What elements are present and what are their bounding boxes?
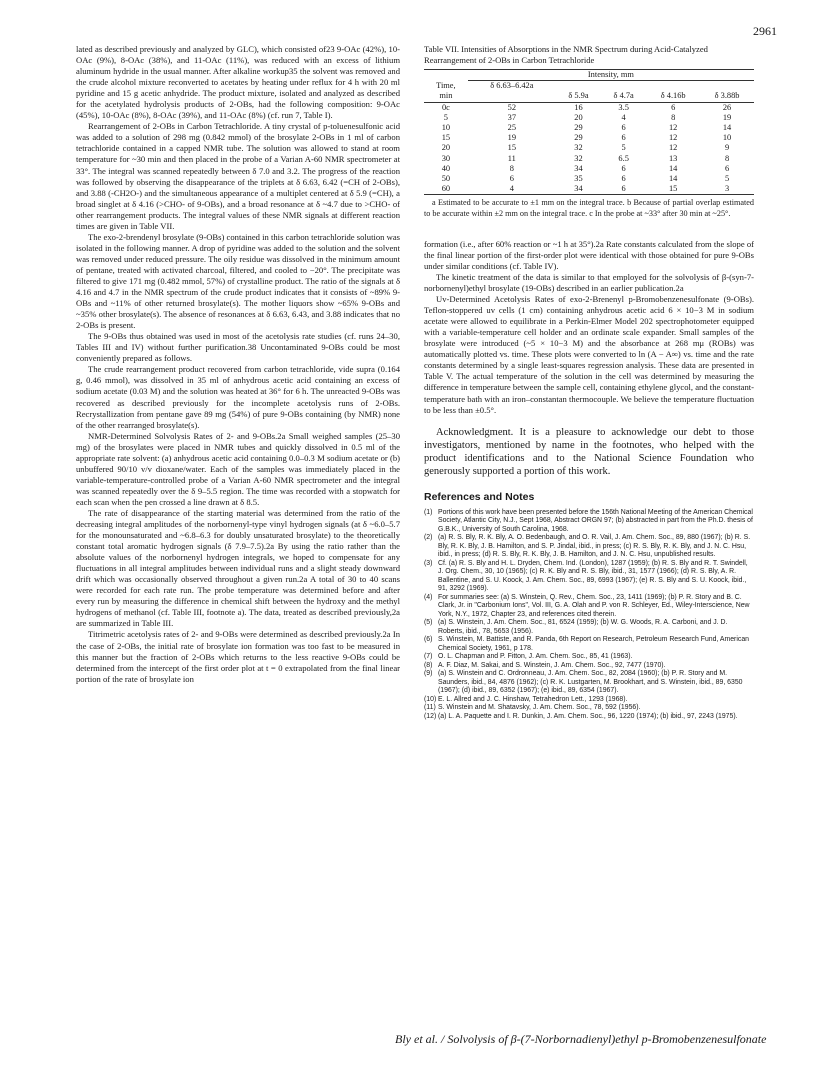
table-time-cell: 20 [441, 143, 451, 153]
table-cell: 10 [722, 133, 732, 143]
table-cell: 6 [601, 184, 646, 195]
table-cell: 6 [671, 102, 676, 112]
reference-item [424, 653, 754, 662]
left-column [76, 44, 400, 685]
reference-number: (11) [424, 704, 436, 712]
table-cell: 14 [722, 123, 732, 133]
table-cell: 12 [668, 123, 678, 133]
reference-number: (3) [424, 559, 433, 567]
body-paragraph: Uv-Determined Acetolysis Rates of exo-2-Brenenyl p-Bromobenzenesulfonate (9-OBs). Teflon-stoppered uv cells (1 cm) containing anhydrous acetic acid 6 × 10−3 M in sodium acetate were allowed to equilibrate in a Perkin-Elmer Model 202 spectrophotometer equipped with a variable-temperature cell holder and an ordinate scale expander. Small samples of the brosylate were introduced (~5 × 10−3 M) and the absorbance at 268 mμ (ROBs) was automatically plotted vs. time. These plots were converted to ln (A − A∞) vs. time and the rate constants determined by a single least-squares regression analysis. These data are presented in Table V. The actual temperature of the solution in the cell was determined by measuring the difference in temperature between the sample cell, containing ethylene glycol, and the constant-temperature bath with an iron–constantan thermocouple. We believe the temperature fluctuation to be less than ±0.5°. [424, 294, 754, 415]
table-body [424, 102, 754, 195]
right-column [424, 44, 754, 721]
table-row [424, 133, 754, 143]
table-cell: 5 [724, 174, 730, 184]
table-cell: 6 [621, 133, 626, 143]
reference-item [424, 662, 754, 671]
table-row [424, 123, 754, 133]
table-cell: 4 [468, 184, 556, 195]
table-time-cell: 50 [441, 174, 451, 184]
body-paragraph: Titrimetric acetolysis rates of 2- and 9-OBs were determined as described previously.2a In the case of 2-OBs, the initial rate of brosylate ion formation was too fast to be measured in this manner but the fraction of 2-OBs which returns to the less reactive 9-OBs could be determined from the intercept of the first order plot at t = 0 extrapolated from the final linear portion of the rate of brosylate ion [76, 629, 400, 684]
reference-text: S. Winstein, M. Battiste, and R. Panda, 6th Report on Research, Petroleum Research Fund, American Chemical Society, 1961, p 178. [438, 636, 749, 652]
reference-number: (8) [424, 661, 433, 669]
table-cell: 26 [722, 102, 732, 112]
table-cell: 37 [507, 112, 517, 122]
acknowledgment: Acknowledgment. It is a pleasure to acknowledge our debt to those investigators, mentioned by name in the footnotes, who helped with the product identifications and to the National Science Foundation who generously supported a portion of this work. [424, 426, 754, 477]
table-cell: 4 [621, 112, 626, 122]
table-time-cell: 15 [441, 133, 451, 143]
table-row [424, 102, 754, 113]
table-row [424, 143, 754, 153]
table-cell: 34 [556, 184, 601, 195]
table-column-header: δ 6.63–6.42a [490, 81, 534, 91]
reference-text: Cf. (a) R. S. Bly and H. L. Dryden, Chem. Ind. (London), 1287 (1959); (b) R. S. Bly and R. T. Swindell, J. Org. Chem., 30, 10 (1965); (c) R. K. Bly and R. S. Bly, ibid., 31, 1577 (1966); (d) R. S. Bly, A. R. Ballentine, and S. U. Koock, J. Am. Chem. Soc., 89, 6993 (1967); (e) R. S. Bly and S. U. Koock, ibid., 91, 3292 (1969). [438, 559, 748, 593]
table-column-header [556, 81, 601, 92]
reference-item [424, 704, 754, 713]
table-row [424, 154, 754, 164]
right-body [424, 239, 754, 416]
table-cell: 11 [507, 153, 516, 163]
table-cell: 5 [621, 143, 626, 153]
table-cell: 35 [574, 174, 583, 184]
table-caption: Table VII. Intensities of Absorptions in the NMR Spectrum during Acid-Catalyzed Rearrangement of 2-OBs in Carbon Tetrachloride [424, 44, 708, 65]
reference-number: (6) [424, 636, 433, 644]
reference-item [424, 594, 754, 620]
table-cell: 29 [574, 123, 583, 133]
table-cell: 12 [668, 143, 678, 153]
nmr-table [424, 69, 754, 195]
reference-text: O. L. Chapman and P. Fitton, J. Am. Chem. Soc., 85, 41 (1963). [438, 653, 633, 661]
table-column-header: δ 4.16b [646, 91, 700, 102]
reference-text: (a) R. S. Bly, R. K. Bly, A. O. Bedenbaugh, and O. R. Vail, J. Am. Chem. Soc., 89, 880 (1967); (b) R. S. Bly, R. K. Bly, J. B. Hamilton, and S. P. Jindal, ibid., in press; (c) R. S. Bly, R. K. Bly, and J. N. C. Hsu, ibid., in press; (d) R. S. Bly, R. K. Bly, J. B. Hamilton, and J. N. C. Hsu, unpublished results. [438, 534, 751, 559]
table-cell: 3.5 [618, 102, 629, 112]
reference-text: (a) S. Winstein, J. Am. Chem. Soc., 81, 6524 (1959); (b) W. G. Woods, R. A. Carboni, and J. D. Roberts, ibid., 78, 5653 (1956). [438, 619, 728, 635]
table-cell: 12 [668, 133, 678, 143]
table-cell: 19 [722, 112, 732, 122]
references-list [424, 509, 754, 722]
reference-text: A. F. Diaz, M. Sakai, and S. Winstein, J. Am. Chem. Soc., 92, 7477 (1970). [438, 661, 666, 669]
reference-item [424, 713, 754, 722]
table-cell: 3 [700, 184, 754, 195]
table-row [424, 164, 754, 174]
table-column-header [700, 81, 754, 92]
reference-item [424, 509, 754, 535]
table-cell: 9 [724, 143, 730, 153]
table-cell: 13 [668, 153, 678, 163]
table-time-cell: 40 [441, 163, 451, 173]
table-time-cell: 30 [441, 153, 451, 163]
body-paragraph: The kinetic treatment of the data is similar to that employed for the solvolysis of β-(syn-7-norbornenyl)ethyl brosylate (19-OBs) described in an earlier publication.2a [424, 271, 754, 294]
table-cell: 25 [507, 123, 517, 133]
reference-text: E. L. Allred and J. C. Hinshaw, Tetrahedron Lett., 1293 (1968). [438, 695, 628, 703]
reference-number: (12) [424, 712, 437, 720]
body-paragraph: lated as described previously and analyzed by GLC), which consisted of23 9-OAc (42%), 10-OAc (9%), 8-OAc (38%), and 11-OAc (11%), was reduced with an excess of lithium aluminum hydride in the usual manner. After alkaline workup35 the solvent was removed and the crude alcohol mixture reconverted to acetates by heating under reflux for 4 h with 20 ml pyridine and 15 g acetic anhydride. The product mixture, isolated and analyzed as described for the acetylated hydrolysis products of 2-OBs, had the following composition: 9-OAc (45%), 10-OAc (8%), 8-OAc (39%), and 11-OAc (8%) (cf. run 7, Table I). [76, 44, 400, 121]
table-column-header: δ 3.88b [700, 91, 754, 102]
reference-item [424, 560, 754, 594]
page-number: 2961 [753, 24, 777, 38]
table-cell: 6.5 [618, 153, 629, 163]
body-paragraph: The rate of disappearance of the starting material was determined from the ratio of the decreasing integral amplitudes of the norbornenyl-type vinyl hydrogen signals (at δ ~6.0–5.7 for the monounsaturated and ~6.8–6.3 for doubly unsaturated brosylate) to the theoretically constant total aromatic hydrogen signals (δ 7.9–7.5).2a By using the ratio rather than the absolute values of the norbornenyl hydrogen integrals, we hoped to compensate for any fluctuations in all integral amplitudes between individual runs and a slight steady downward drift which was occasionally observed throughout a given run.2a A total of 30 to 40 scans were recorded for each rate run. The probe temperature was determined before and after every run by measuring the difference in chemical shift between the hydroxy and the methyl hydrogens of methanol (cf. Table III, footnote a). The data, treated as described previously,2a are summarized in Table III. [76, 507, 400, 629]
reference-item [424, 534, 754, 560]
reference-number: (2) [424, 534, 433, 542]
reference-item [424, 636, 754, 653]
references-heading: References and Notes [424, 490, 535, 503]
table-cell: 16 [574, 102, 583, 112]
table-cell: 8 [509, 163, 514, 173]
table-cell: 20 [574, 112, 583, 122]
table-header-spacer [424, 70, 468, 81]
table-time-cell: 0c [441, 102, 450, 112]
reference-item [424, 619, 754, 636]
reference-text: Portions of this work have been presented before the 156th National Meeting of the American Chemical Society, Atlantic City, N.J., Sept 1968, Abstract ORGN 97; (b) abstracted in part from the Ph.D. thesis of G.B.K., University of South Carolina, 1968. [438, 508, 753, 533]
table-time-header: Time, [436, 80, 456, 90]
body-paragraph: formation (i.e., after 60% reaction or ~1 h at 35°).2a Rate constants calculated from the slope of the final linear portion of the first-order plot were identical with those obtained for pure 9-OBs under similar conditions (cf. Table IV). [424, 238, 754, 271]
reference-text: S. Winstein and M. Shatavsky, J. Am. Chem. Soc., 78, 592 (1956). [438, 704, 641, 712]
reference-number: (9) [424, 670, 433, 678]
body-paragraph: Rearrangement of 2-OBs in Carbon Tetrachloride. A tiny crystal of p-toluenesulfonic acid was added to a solution of 298 mg (0.842 mmol) of the brosylate 2-OBs in 1 ml of carbon tetrachloride contained in a capped NMR tube. The solution was allowed to stand at room temperature for ~30 min and then placed in the probe of a Varian A-60 NMR spectrometer at 33°. The integral was scanned repeatedly between δ 7.0 and 3.2. The progress of the reaction was followed by observing the disappearance of the triplets at δ 6.63, 6.42 (=CH of 2-OBs), and 3.88 (-CH2O-) and the simultaneous appearance of a multiplet centered at δ 5.9 (=CH), a broad singlet at δ 4.16 (>CHO- of 9-OBs), and a broad resonance at δ ~4.7 due to >CHO- of other rearrangement products. The integral values of these NMR signals at different reaction times are given in Table VII. [76, 121, 400, 231]
reference-text: (a) L. A. Paquette and I. R. Dunkin, J. Am. Chem. Soc., 96, 1220 (1974); (b) ibid., 97, 2243 (1975). [438, 712, 738, 720]
table-group-header: Intensity, mm [468, 70, 754, 81]
table-cell: 15 [507, 143, 517, 153]
table-column-header [646, 81, 700, 92]
body-paragraph: The exo-2-brendenyl brosylate (9-OBs) contained in this carbon tetrachloride solution was isolated in the following manner. A drop of pyridine was added to the solution and the solvent was removed under reduced pressure. The oily residue was dissolved in the minimum amount of pentane, treated with activated charcoal, filtered, and cooled to −20°. The precipitate was filtered to give 171 mg (0.482 mmol, 57%) of crystalline product. The ratio of the signals at δ 4.16 and 4.7 in the NMR spectrum of the crude product indicates that it consists of ~89% 9-OBs and ~11% of other returned brosylate(s). The mother liquors show ~65% 9-OBs and ~35% other brosylate(s). The absence of resonances at δ 6.63, 6.43, and 3.88 indicates that no 2-OBs is present. [76, 231, 400, 331]
table-cell: 32 [574, 143, 583, 153]
table-cell: 6 [509, 174, 514, 184]
body-paragraph: The crude rearrangement product recovered from carbon tetrachloride, vide supra (0.164 g, 0.46 mmol), was dissolved in 35 ml of anhydrous acetic acid containing an excess of sodium acetate (0.03 M) and the solution was heated at 36° for 6 h. The unreacted 9-OBs was recovered as described previously for the incomplete acetolysis runs of 2-OBs. Recrystallization from pentane gave 89 mg (54%) of pure 9-OBs containing (by NMR) none of the other rearranged brosylate(s). [76, 364, 400, 430]
table-cell: 34 [574, 163, 583, 173]
table-column-header-spacer [468, 91, 556, 102]
table-cell: 6 [621, 174, 626, 184]
body-paragraph: The 9-OBs thus obtained was used in most of the acetolysis rate studies (cf. runs 24–30, Tables III and IV) without further purification.38 Uncontaminated 9-OBs could be most conveniently prepared as follows. [76, 331, 400, 364]
table-cell: 32 [574, 153, 583, 163]
reference-number: (10) [424, 695, 437, 703]
table-cell: 8 [724, 153, 730, 163]
table-row [424, 113, 754, 123]
table-column-header [601, 81, 646, 92]
table-cell: 6 [621, 163, 626, 173]
reference-item [424, 696, 754, 705]
table-cell: 6 [621, 123, 626, 133]
table-time-unit: min [424, 91, 468, 102]
reference-number: (4) [424, 593, 433, 601]
table-cell: 29 [574, 133, 583, 143]
table-row [424, 174, 754, 184]
reference-text: (a) S. Winstein and C. Ordronneau, J. Am. Chem. Soc., 82, 2084 (1960); (b) P. R. Story and M. Saunders, ibid., 84, 4876 (1962); (c) R. K. Lustgarten, M. Brookhart, and S. Winstein, ibid., 89, 6350 (1967); (d) ibid., 89, 6352 (1967); (e) ibid., 89, 6354 (1967). [438, 670, 743, 695]
reference-item [424, 670, 754, 696]
table-cell: 19 [507, 133, 517, 143]
table-time-cell: 10 [441, 123, 451, 133]
table-cell: 6 [724, 163, 730, 173]
body-paragraph: NMR-Determined Solvolysis Rates of 2- and 9-OBs.2a Small weighed samples (25–30 mg) of the brosylates were placed in NMR tubes and quickly dissolved in 0.5 ml of the appropriate rate solvent: (a) anhydrous acetic acid containing 0.0–0.3 M sodium acetate or (b) unbuffered 90/10 v/v dioxane/water. Each of the samples was immediately placed in the variable-temperature-controlled probe of a Varian A-60 NMR spectrometer and the integral was scanned repeatedly over the δ 9–5.5 region. The time was recorded with a stopwatch for each scan when the pen crossed a line drawn at δ 8.5. [76, 430, 400, 507]
table-time-cell: 5 [443, 112, 448, 122]
reference-number: (7) [424, 653, 433, 661]
table-cell: 14 [668, 163, 678, 173]
table-footnote: a Estimated to be accurate to ±1 mm on the integral trace. b Because of partial overlap estimated to be accurate within ±2 mm on the integral trace. c In the probe at ~33° after 30 min at ~25°. [424, 198, 754, 218]
running-footer: Bly et al. / Solvolysis of β-(7-Norbornadienyl)ethyl p-Bromobenzenesulfonate [395, 1032, 767, 1046]
table-column-header: δ 4.7a [601, 91, 646, 102]
table-time-cell: 60 [424, 184, 468, 195]
reference-number: (5) [424, 619, 433, 627]
table-cell: 15 [646, 184, 700, 195]
table-column-header: δ 5.9a [556, 91, 601, 102]
table-cell: 8 [671, 112, 676, 122]
reference-text: For summaries see: (a) S. Winstein, Q. Rev., Chem. Soc., 23, 1411 (1969); (b) P. R. Story and B. C. Clark, Jr. in "Carbonium Ions", Vol. III, G. A. Olah and P. von R. Schleyer, Ed., Wiley-Interscience, New York, N.Y., 1972, Chapter 23, and references cited therein. [438, 593, 750, 618]
table-cell: 52 [507, 102, 517, 112]
table-cell: 14 [668, 174, 678, 184]
reference-number: (1) [424, 508, 433, 516]
table-row [424, 184, 754, 195]
